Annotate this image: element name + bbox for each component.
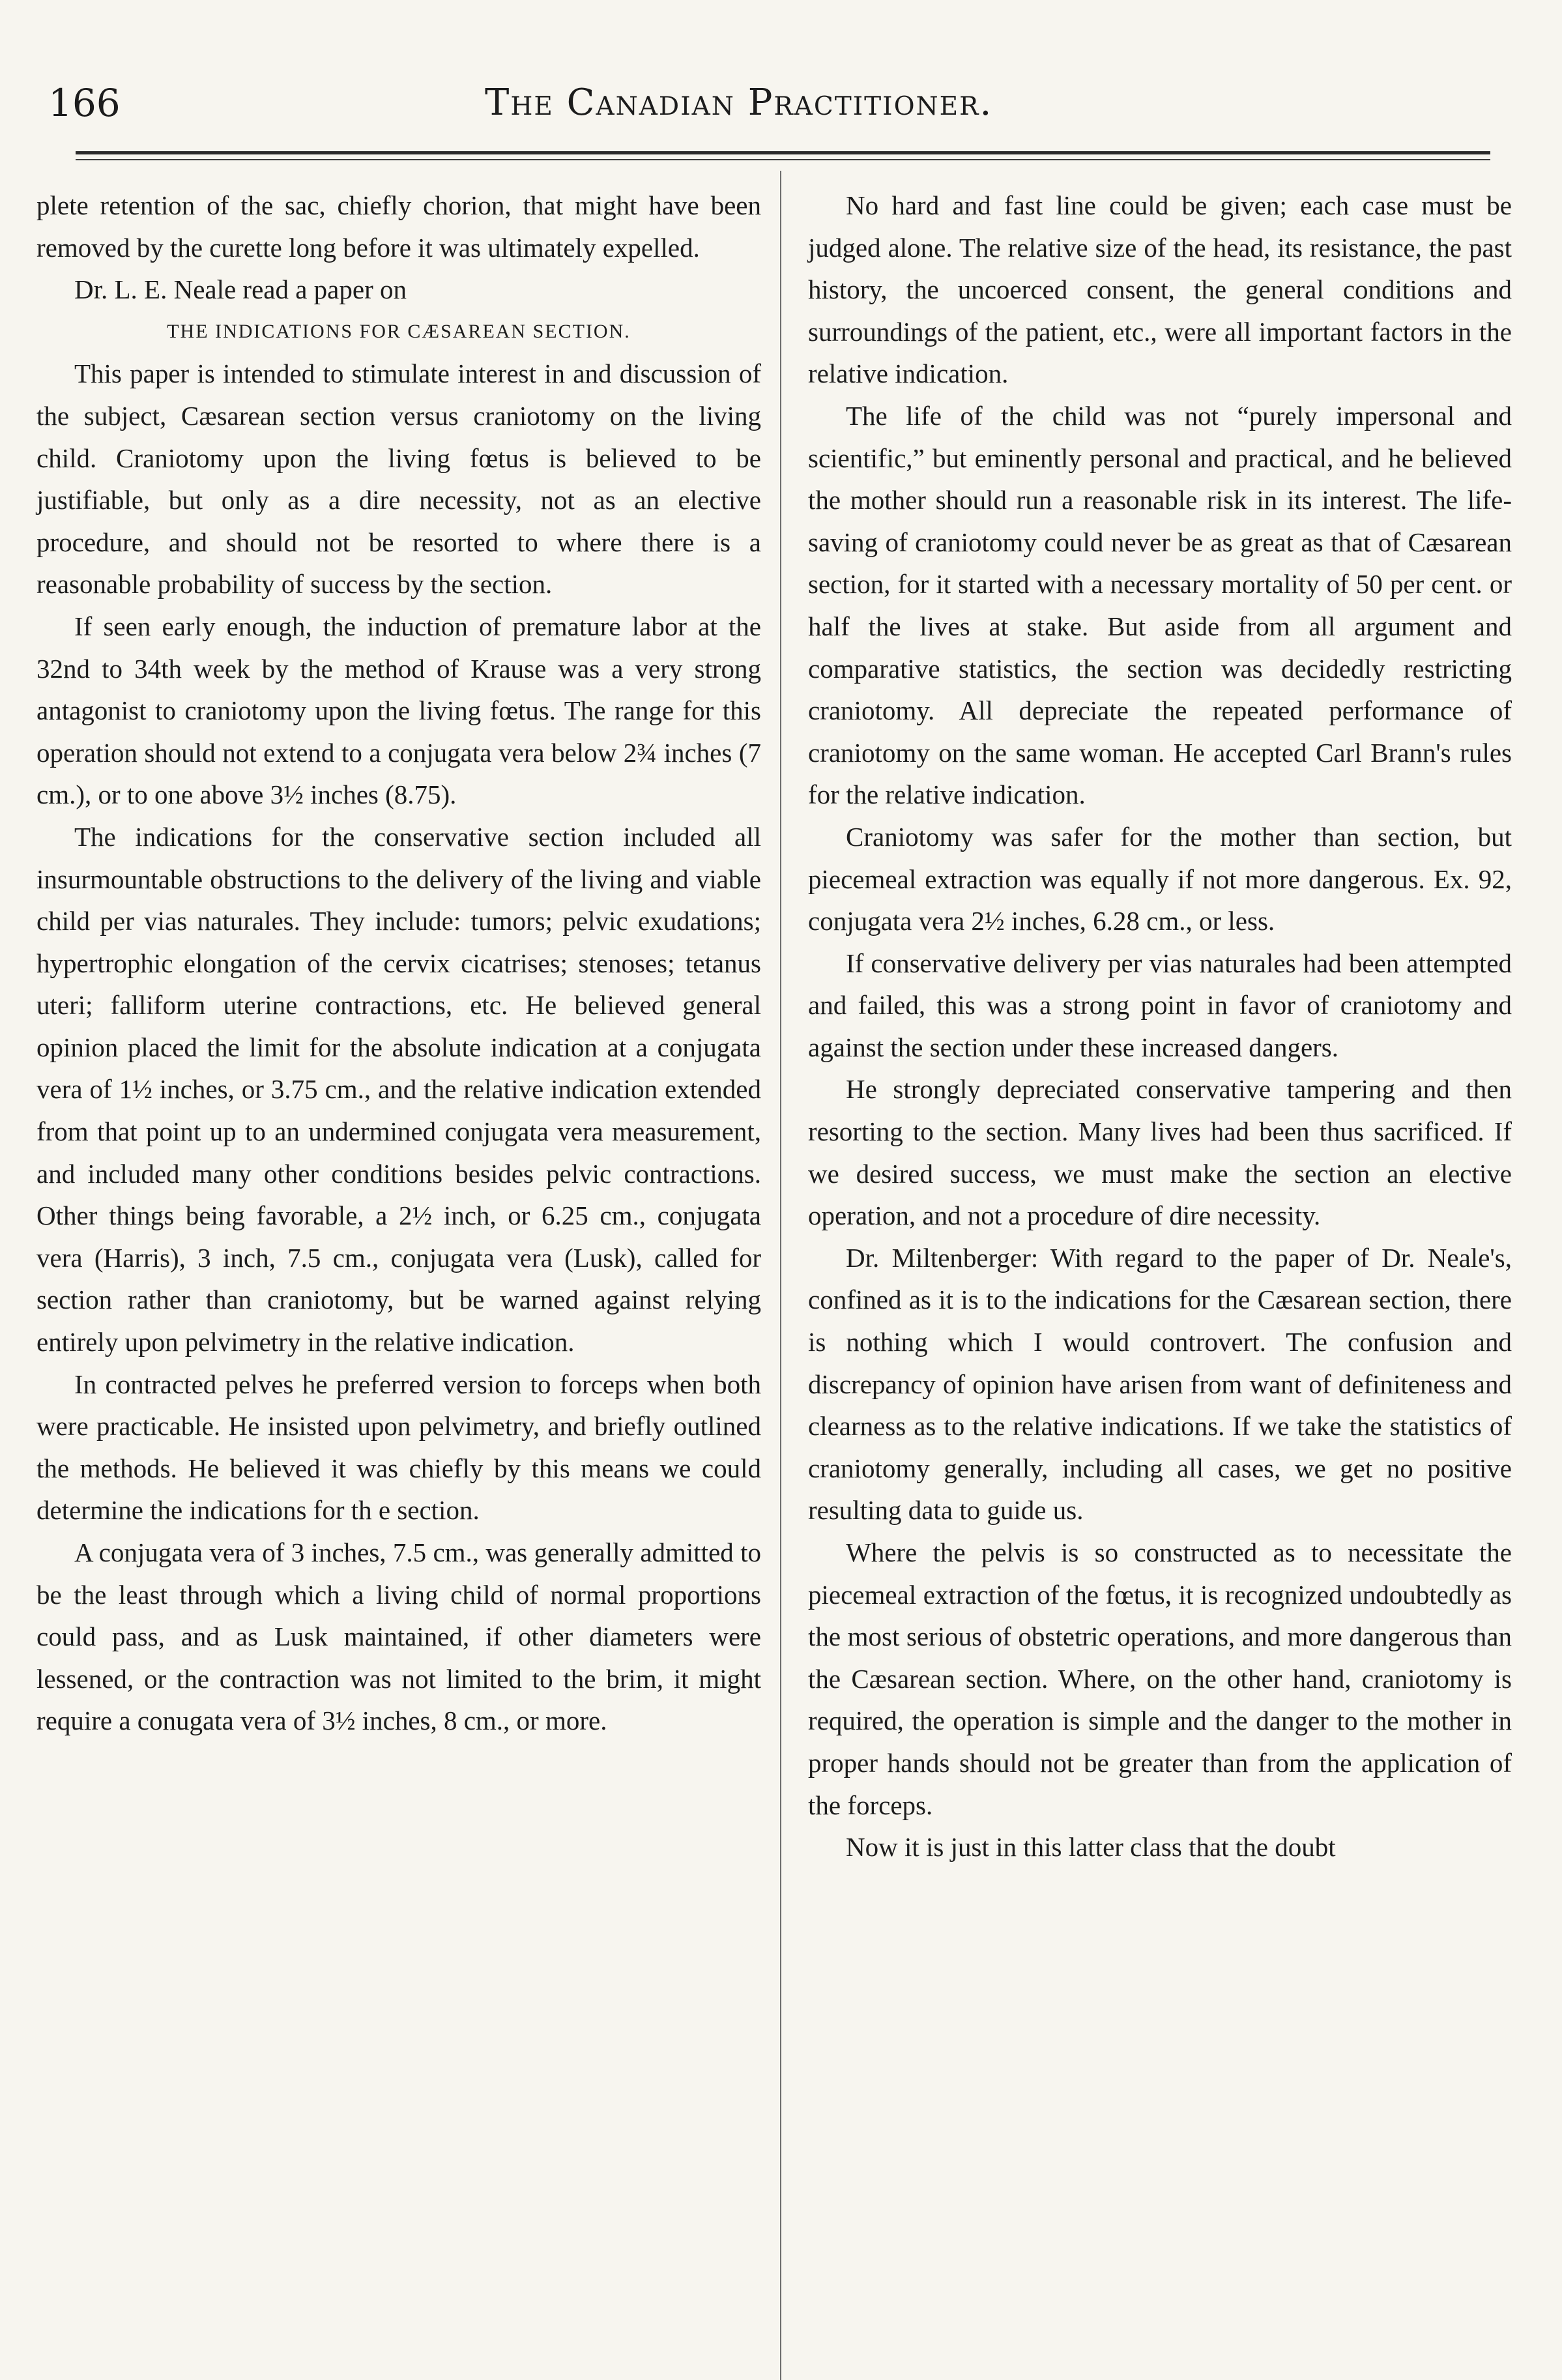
right-column <box>808 184 1512 1868</box>
running-title: The Canadian Practitioner. <box>485 81 993 124</box>
section-heading: THE INDICATIONS FOR CÆSAREAN SECTION. <box>167 320 631 342</box>
paragraph: plete retention of the sac, chiefly chorion, that might have been removed by the curette long before it was ultimately expelled. <box>36 190 761 263</box>
paragraph: No hard and fast line could be given; each case must be judged alone. The relative size of the head, its resistance, the past history, the uncoerced consent, the general conditions and surroundings of the patient, etc., were all important factors in the relative indication. <box>808 190 1512 389</box>
paragraph: If seen early enough, the induction of premature labor at the 32nd to 34th week by the method of Krause was a very strong antagonist to craniotomy upon the living fœtus. The range for this operation should not extend to a conjugata vera below 2¾ inches (7 cm.), or to one above 3½ inches (8.75). <box>36 611 761 810</box>
paragraph: He strongly depreciated conservative tampering and then resorting to the section. Many lives had been thus sacrificed. If we desired success, we must make the section an elective operation, and not a procedure of dire necessity. <box>808 1074 1512 1231</box>
header-rule-thin <box>76 159 1490 160</box>
paragraph: Now it is just in this latter class that the doubt <box>846 1832 1336 1863</box>
column-divider <box>780 171 781 2380</box>
paragraph: Dr. L. E. Neale read a paper on <box>74 274 407 305</box>
page-header <box>48 70 1484 142</box>
paragraph: This paper is intended to stimulate interest in and discussion of the subject, Cæsarean section versus craniotomy on the living child. Craniotomy upon the living fœtus is believed to be justifiable, but only as a dire necessity, not as an elective procedure, and should not be resorted to where there is a reasonable probability of success by the section. <box>36 358 761 600</box>
paragraph: If conservative delivery per vias naturales had been attempted and failed, this was a strong point in favor of craniotomy and against the section under these increased dangers. <box>808 948 1512 1062</box>
paragraph: Dr. Miltenberger: With regard to the paper of Dr. Neale's, confined as it is to the indications for the Cæsarean section, there is nothing which I would controvert. The confusion and discrepancy of opinion have arisen from want of definiteness and clearness as to the relative indications. If we take the statistics of craniotomy generally, including all cases, we get no positive resulting data to guide us. <box>808 1242 1512 1526</box>
paragraph: Craniotomy was safer for the mother than section, but piecemeal extraction was equally if not more dangerous. Ex. 92, conjugata vera 2½ inches, 6.28 cm., or less. <box>808 821 1512 936</box>
paragraph: In contracted pelves he preferred version to forceps when both were practicable. He insisted upon pelvimetry, and briefly outlined the methods. He believed it was chiefly by this means we could determine the indications for th e section. <box>36 1369 761 1526</box>
page-number: 166 <box>48 81 121 125</box>
header-rule-thick <box>76 151 1490 154</box>
paragraph: Where the pelvis is so constructed as to necessitate the piecemeal extraction of the fœtus, it is recognized undoubtedly as the most serious of obstetric operations, and more dangerous than the Cæsarean section. Where, on the other hand, craniotomy is required, the operation is simple and the danger to the mother in proper hands should not be greater than from the application of the forceps. <box>808 1537 1512 1820</box>
paragraph: A conjugata vera of 3 inches, 7.5 cm., was generally admitted to be the least through which a living child of normal proportions could pass, and as Lusk maintained, if other diameters were lessened, or the contraction was not limited to the brim, it might require a conugata vera of 3½ inches, 8 cm., or more. <box>36 1537 761 1736</box>
left-column <box>36 184 761 1742</box>
paragraph: The life of the child was not “purely impersonal and scientific,” but eminently personal and practical, and he believed the mother should run a reasonable risk in its interest. The life-saving of craniotomy could never be as great as that of Cæsarean section, for it started with a necessary mortality of 50 per cent. or half the lives at stake. But aside from all argument and comparative statistics, the section was decidedly restricting craniotomy. All depreciate the repeated performance of craniotomy on the same woman. He accepted Carl Brann's rules for the relative indication. <box>808 400 1512 810</box>
paragraph: The indications for the conservative section included all insurmountable obstructions to the delivery of the living and viable child per vias naturales. They include: tumors; pelvic exudations; hypertrophic elongation of the cervix cicatrises; stenoses; tetanus uteri; falliform uterine contractions, etc. He believed general opinion placed the limit for the absolute indication at a conjugata vera of 1½ inches, or 3.75 cm., and the relative indication extended from that point up to an undermined conjugata vera measurement, and included many other conditions besides pelvic contractions. Other things being favorable, a 2½ inch, or 6.25 cm., conjugata vera (Harris), 3 inch, 7.5 cm., conjugata vera (Lusk), called for section rather than craniotomy, but be warned against relying entirely upon pelvimetry in the relative indication. <box>36 821 761 1357</box>
